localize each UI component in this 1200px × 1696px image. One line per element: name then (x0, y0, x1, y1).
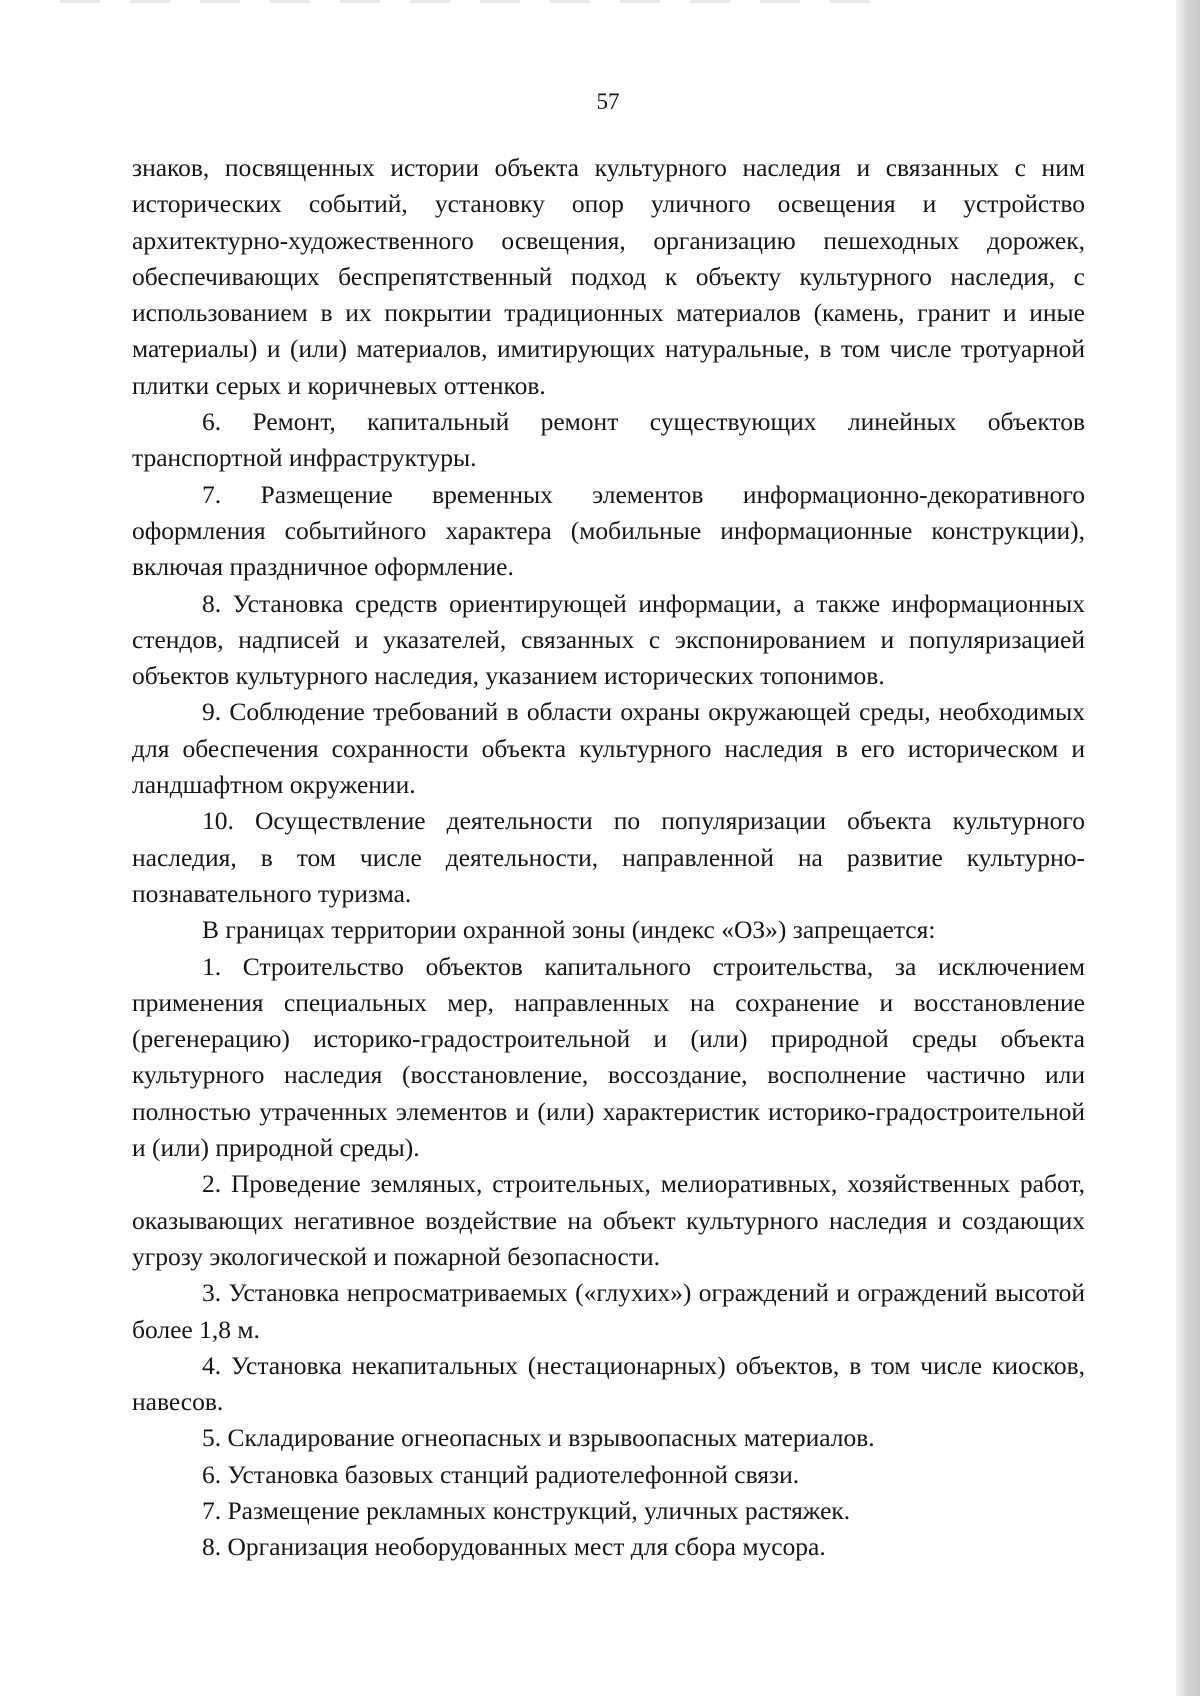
paragraph-item-6: 6. Ремонт, капитальный ремонт существующих линейных объектов транспортной инфраструктуры. (132, 407, 1085, 473)
paragraph-item-10: 10. Осуществление деятельности по популяризации объекта культурного наследия, в том числе деятельности, направленной на развитие культурно-познавательного туризма. (132, 806, 1085, 908)
paragraph-prohibitions-intro: В границах территории охранной зоны (индекс «ОЗ») запрещается: (202, 915, 936, 945)
scan-artifact-line (60, 0, 890, 3)
prohibition-item-6: 6. Установка базовых станций радиотелефонной связи. (202, 1459, 800, 1489)
prohibition-item-3: 3. Установка непросматриваемых («глухих») ограждений и ограждений высотой более 1,8 м. (132, 1278, 1085, 1344)
prohibition-item-2: 2. Проведение земляных, строительных, мелиоративных, хозяйственных работ, оказывающих негативное воздействие на объект культурного наследия и создающих угрозу экологической и пожарной безопасности. (132, 1169, 1085, 1271)
prohibition-item-1: 1. Строительство объектов капитального строительства, за исключением применения специальных мер, направленных на сохранение и восстановление (регенерацию) историко-градостроительной и (или) природной среды объекта культурного наследия (восстановление, воссоздание, восполнение частично или полностью утраченных элементов и (или) характеристик историко-градостроительной и (или) природной среды). (132, 951, 1085, 1163)
page-number: 57 (596, 89, 620, 114)
paragraph-continuation: знаков, посвященных истории объекта культурного наследия и связанных с ним исторических событий, установку опор уличного освещения и устройство архитектурно-художественного освещения, организацию пешеходных дорожек, обеспечивающих беспрепятственный подход к объекту культурного наследия, с использованием в их покрытии традиционных материалов (камень, гранит и иные материалы) и (или) материалов, имитирующих натуральные, в том числе тротуарной плитки серых и коричневых оттенков. (132, 153, 1085, 400)
document-body (132, 150, 1085, 1566)
prohibition-item-5: 5. Складирование огнеопасных и взрывоопасных материалов. (202, 1423, 875, 1453)
paragraph-item-8: 8. Установка средств ориентирующей информации, а также информационных стендов, надписей и указателей, связанных с экспонированием и популяризацией объектов культурного наследия, указанием исторических топонимов. (132, 588, 1085, 691)
paragraph-item-9: 9. Соблюдение требований в области охраны окружающей среды, необходимых для обеспечения сохранности объекта культурного наследия в его историческом и ландшафтном окружении. (132, 697, 1085, 800)
prohibition-item-7: 7. Размещение рекламных конструкций, уличных растяжек. (202, 1495, 851, 1525)
paragraph-item-7: 7. Размещение временных элементов информационно-декоративного оформления событийного характера (мобильные информационные конструкции), включая праздничное оформление. (132, 479, 1085, 582)
prohibition-item-8: 8. Организация необорудованных мест для сбора мусора. (202, 1532, 826, 1562)
scan-page-edge (1176, 0, 1200, 1696)
prohibition-item-4: 4. Установка некапитальных (нестационарных) объектов, в том числе киосков, навесов. (132, 1350, 1085, 1417)
